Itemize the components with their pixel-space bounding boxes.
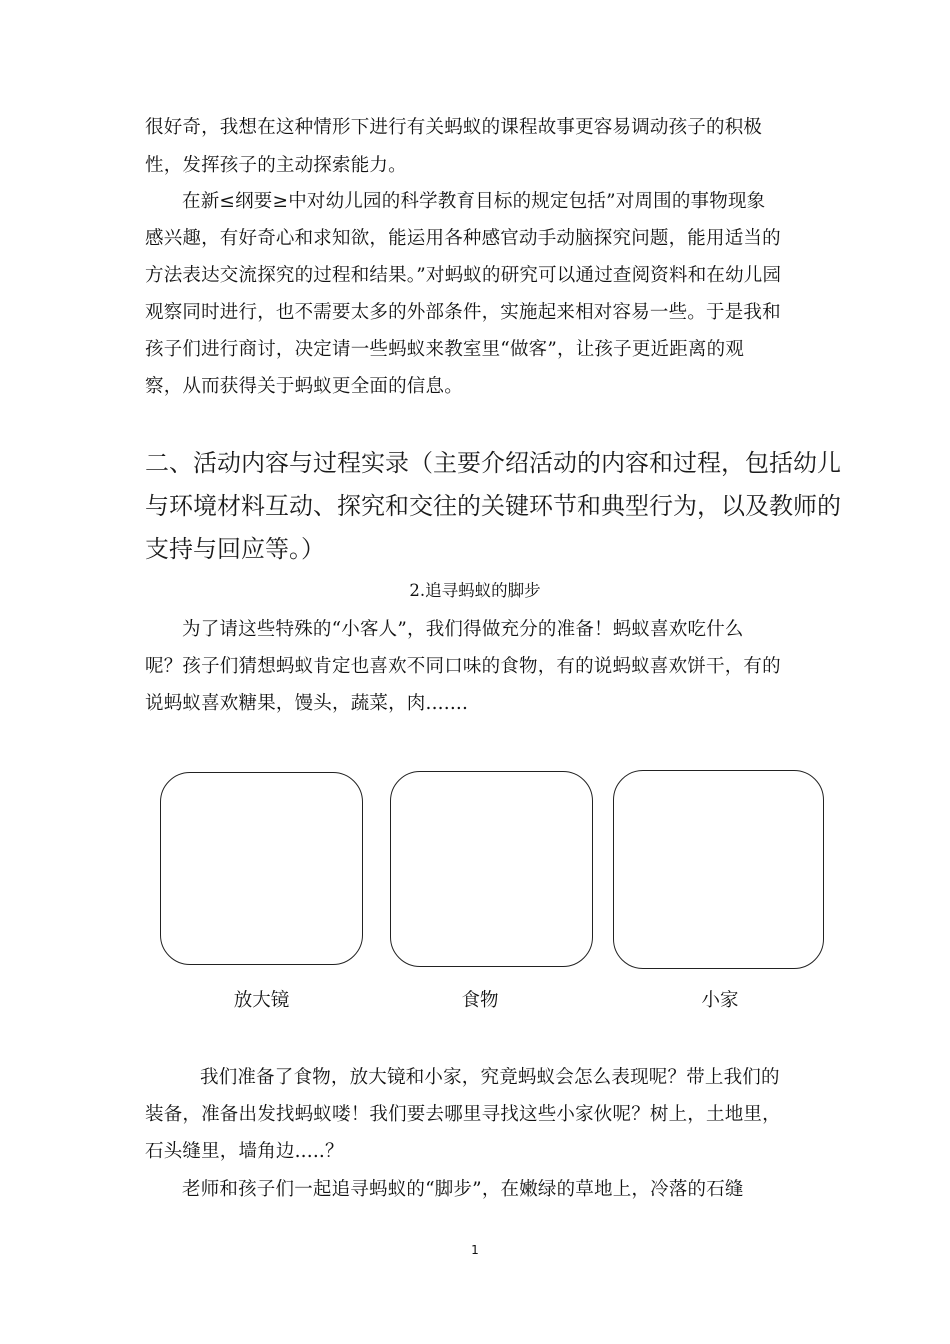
text-line: 察，从而获得关于蚂蚁更全面的信息。 bbox=[145, 376, 463, 397]
image-caption: 食物 bbox=[461, 990, 499, 1011]
text-line: 石头缝里，墙角边.....？ bbox=[145, 1141, 344, 1162]
heading-line: 支持与回应等。） bbox=[145, 535, 325, 563]
text-line: 观察同时进行，也不需要太多的外部条件，实施起来相对容易一些。于是我和 bbox=[145, 302, 781, 323]
text-line: 性，发挥孩子的主动探索能力。 bbox=[145, 155, 407, 176]
text-line: 我们准备了食物，放大镜和小家，究竟蚂蚁会怎么表现呢？带上我们的 bbox=[200, 1067, 780, 1088]
text-line: 为了请这些特殊的“小客人”，我们得做充分的准备！蚂蚁喜欢吃什么 bbox=[182, 619, 744, 640]
subsection-title: 2.追寻蚂蚁的脚步 bbox=[409, 581, 541, 600]
text-line: 说蚂蚁喜欢糖果，馒头，蔬菜，肉....... bbox=[145, 693, 469, 714]
text-line: 感兴趣，有好奇心和求知欲，能运用各种感官动手动脑探究问题，能用适当的 bbox=[145, 228, 781, 249]
text-line: 呢？孩子们猜想蚂蚁肯定也喜欢不同口味的食物，有的说蚂蚁喜欢饼干，有的 bbox=[145, 656, 781, 677]
text-line: 很好奇，我想在这种情形下进行有关蚂蚁的课程故事更容易调动孩子的积极 bbox=[145, 117, 763, 138]
page-number: 1 bbox=[471, 1243, 479, 1257]
home-image-frame bbox=[613, 770, 824, 969]
text-line: 方法表达交流探究的过程和结果。”对蚂蚁的研究可以通过查阅资料和在幼儿园 bbox=[145, 265, 782, 286]
image-caption: 放大镜 bbox=[233, 990, 290, 1011]
heading-line: 二、活动内容与过程实录（主要介绍活动的内容和过程，包括幼儿 bbox=[145, 449, 841, 477]
text-line: 孩子们进行商讨，决定请一些蚂蚁来教室里“做客”，让孩子更近距离的观 bbox=[145, 339, 745, 360]
food-image-frame bbox=[390, 771, 593, 967]
text-line: 装备，准备出发找蚂蚁喽！我们要去哪里寻找这些小家伙呢？树上，土地里， bbox=[145, 1104, 781, 1125]
text-line: 在新≤纲要≥中对幼儿园的科学教育目标的规定包括”对周围的事物现象 bbox=[182, 191, 766, 212]
magnifier-image-frame bbox=[160, 772, 363, 965]
text-line: 老师和孩子们一起追寻蚂蚁的“脚步”，在嫩绿的草地上，冷落的石缝 bbox=[182, 1179, 744, 1200]
heading-line: 与环境材料互动、探究和交往的关键环节和典型行为，以及教师的 bbox=[145, 492, 841, 520]
image-caption: 小家 bbox=[701, 990, 739, 1011]
